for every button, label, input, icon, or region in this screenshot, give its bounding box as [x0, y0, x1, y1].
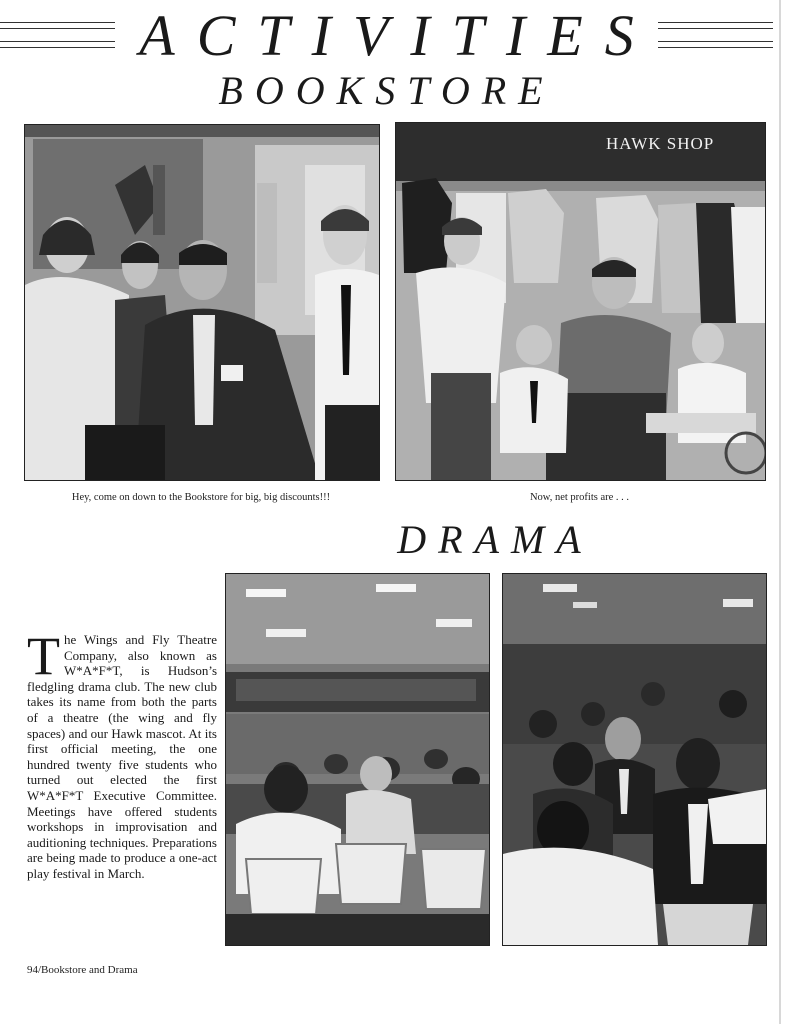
bookstore-photo-left — [24, 124, 380, 481]
page-edge — [779, 0, 781, 1024]
drama-photo-left-image — [226, 574, 489, 945]
drama-photo-right — [502, 573, 767, 946]
drop-cap: T — [27, 626, 60, 686]
page-title: ACTIVITIES — [0, 0, 773, 72]
bookstore-photo-right — [395, 122, 766, 481]
bookstore-caption-right: Now, net profits are . . . — [529, 492, 630, 503]
drama-body-text: he Wings and Fly Theatre Company, also known as W*A*F*T, is Hudson’s fledgling drama club. The new club takes its name from both the parts of a theatre (the wing and fly spaces) and our Hawk mascot. At its first official meeting, the one hundred twenty five students who turned out elected the first W*A*F*T Executive Committee. Meetings have offered students workshops in improvisation and auditioning techniques. Preparations are being made to produce a one-act play festival in March. — [27, 632, 217, 881]
bookstore-caption-left: Hey, come on down to the Bookstore for big, big discounts!!! — [71, 492, 331, 503]
bookstore-photo-left-image — [25, 125, 379, 480]
drama-article — [27, 626, 217, 882]
bookstore-photo-right-image — [396, 123, 765, 480]
page-folio: 94/Bookstore and Drama — [27, 964, 138, 976]
drama-photo-right-image — [503, 574, 766, 945]
hawk-shop-sign: HAWK SHOP — [606, 134, 715, 153]
bookstore-title: BOOKSTORE — [218, 68, 555, 113]
drama-photo-left — [225, 573, 490, 946]
drama-title: DRAMA — [397, 517, 593, 562]
